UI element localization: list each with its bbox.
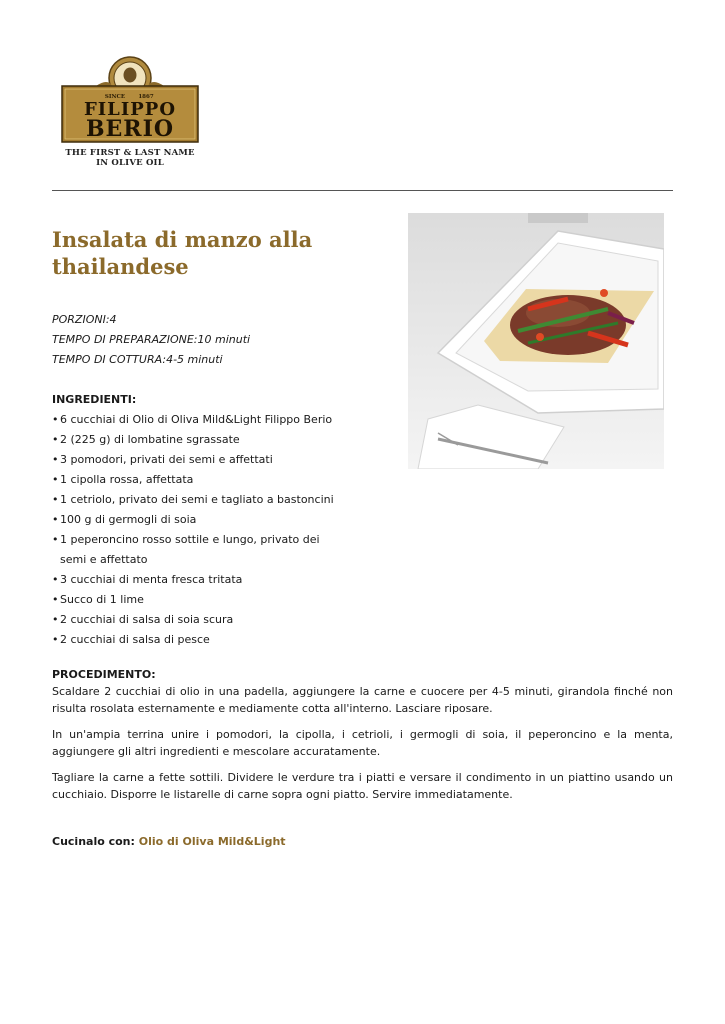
recipe-title: Insalata di manzo alla thailandese bbox=[52, 227, 313, 279]
ingredient-item: • 1 peperoncino rosso sottile e lungo, privato dei semi e affettato bbox=[52, 530, 342, 570]
ingredient-item: • 1 cetriolo, privato dei semi e tagliato a bastoncini bbox=[52, 490, 342, 510]
dish-photo bbox=[408, 213, 664, 469]
procedure-step: Tagliare la carne a fette sottili. Dividere le verdure tra i piatti e versare il condimento in un piattino usando un cucchiaio. Disporre le listarelle di carne sopra ogni piatto. Servire immediatamente. bbox=[52, 771, 673, 801]
brand-since-text: SINCE bbox=[104, 94, 126, 100]
ingredient-item: • 6 cucchiai di Olio di Oliva Mild&Light Filippo Berio bbox=[52, 410, 342, 430]
recipe-meta bbox=[52, 310, 250, 370]
cook-with-label: Cucinalo con: bbox=[52, 835, 135, 848]
brand-name-top: FILIPPO bbox=[83, 99, 177, 120]
brand-tagline-line-1: THE FIRST & LAST NAME bbox=[65, 148, 195, 158]
header-divider bbox=[52, 190, 673, 191]
procedure-step: Scaldare 2 cucchiai di olio in una padella, aggiungere la carne e cuocere per 4-5 minuti, girandola finché non risulta rosolata esternamente e mediamente cotta all'interno. Lasciare riposare. bbox=[52, 685, 673, 715]
ingredient-item: • 2 cucchiai di salsa di pesce bbox=[52, 630, 342, 650]
ingredient-item: • 3 pomodori, privati dei semi e affettati bbox=[52, 450, 342, 470]
ingredients-heading: INGREDIENTI: bbox=[52, 393, 137, 406]
brand-name-bottom: BERIO bbox=[85, 116, 175, 142]
ingredient-item: • Succo di 1 lime bbox=[52, 590, 342, 610]
cook-with bbox=[52, 834, 286, 850]
ingredients-list bbox=[52, 410, 342, 650]
cook-time-text: TEMPO DI COTTURA:4-5 minuti bbox=[52, 353, 223, 366]
product-link[interactable]: Olio di Oliva Mild&Light bbox=[138, 835, 286, 848]
ingredient-item: • 2 (225 g) di lombatine sgrassate bbox=[52, 430, 342, 450]
procedure-step: In un'ampia terrina unire i pomodori, la cipolla, i cetrioli, i germogli di soia, il peperoncino e la menta, aggiungere gli altri ingredienti e mescolare accuratamente. bbox=[52, 728, 673, 758]
brand-year-text: 1867 bbox=[138, 94, 154, 100]
ingredient-item: • 3 cucchiai di menta fresca tritata bbox=[52, 570, 342, 590]
prep-time-text: TEMPO DI PREPARAZIONE:10 minuti bbox=[52, 333, 251, 346]
ingredient-item: • 1 cipolla rossa, affettata bbox=[52, 470, 342, 490]
brand-tagline bbox=[60, 148, 200, 168]
servings-text: PORZIONI:4 bbox=[52, 313, 117, 326]
brand-tagline-line-2: IN OLIVE OIL bbox=[96, 158, 164, 168]
ingredient-item: • 2 cucchiai di salsa di soia scura bbox=[52, 610, 342, 630]
procedure-heading: PROCEDIMENTO: bbox=[52, 668, 156, 681]
ingredient-item: • 100 g di germogli di soia bbox=[52, 510, 342, 530]
